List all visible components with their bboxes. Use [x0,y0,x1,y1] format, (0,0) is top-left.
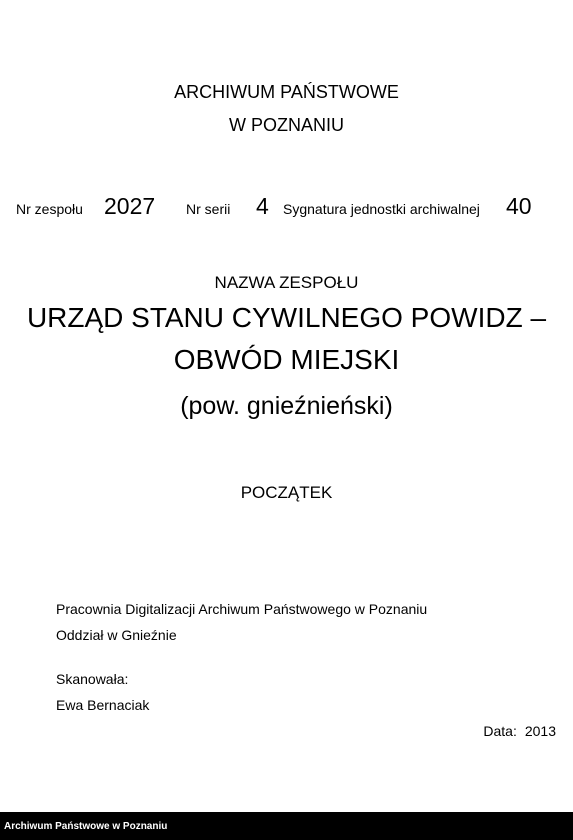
branch-name: Oddział w Gnieźnie [56,627,177,643]
footer-bar [0,812,573,840]
start-label: POCZĄTEK [240,483,333,502]
fonds-number-value: 2027 [104,193,156,219]
fonds-title-line2: OBWÓD MIEJSKI [173,344,400,375]
date-row [483,723,556,739]
reference-numbers-row [0,192,573,224]
date-value: 2013 [524,723,556,739]
archive-name-line2: W POZNANIU [229,115,344,135]
fonds-name-label: NAZWA ZESPOŁU [214,273,359,292]
fonds-title-line3: (pow. gnieźnieński) [180,392,393,420]
signature-value: 40 [506,193,532,219]
footer-text: Archiwum Państwowe w Poznaniu [4,821,168,832]
scanned-by-label: Skanowała: [56,671,129,687]
date-label: Data: [483,723,517,739]
digitization-workshop: Pracownia Digitalizacji Archiwum Państwowego w Poznaniu [56,601,428,617]
signature-label: Sygnatura jednostki archiwalnej [283,201,480,217]
fonds-number-label: Nr zespołu [16,201,83,217]
series-number-value: 4 [256,193,269,219]
scanned-by-name: Ewa Bernaciak [56,697,150,713]
fonds-title-line1: URZĄD STANU CYWILNEGO POWIDZ – [26,302,547,333]
series-number-label: Nr serii [186,201,231,217]
archive-name-line1: ARCHIWUM PAŃSTWOWE [174,82,399,102]
